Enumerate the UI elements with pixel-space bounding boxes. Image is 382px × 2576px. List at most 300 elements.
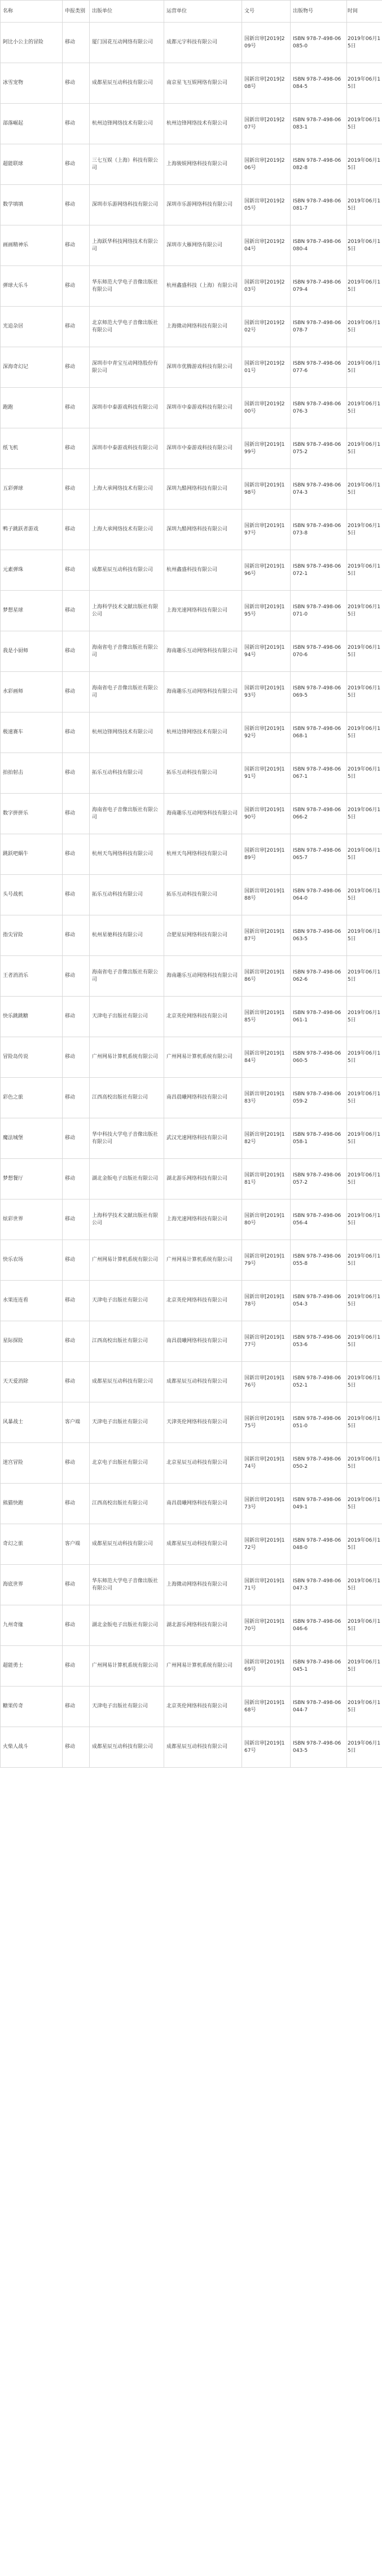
cell-document-no: 国新出审[2019]193号 [242,672,291,712]
cell-operator: 北京英伦网络科技有限公司 [164,1281,242,1321]
cell-publication-no: ISBN 978-7-498-06076-3 [291,388,347,428]
cell-publication-no: ISBN 978-7-498-06073-8 [291,510,347,550]
cell-publication-no: ISBN 978-7-498-06046-6 [291,1605,347,1646]
cell-date: 2019年06月15日 [347,185,382,225]
cell-game-name: 超能勇士 [1,1646,63,1687]
cell-document-no: 国新出审[2019]187号 [242,915,291,956]
cell-category: 移动 [63,753,90,794]
table-row [1,712,382,753]
cell-operator: 天津英伦网络科技有限公司 [164,1402,242,1443]
cell-date: 2019年06月15日 [347,1605,382,1646]
header-operator: 运营单位 [164,1,242,23]
cell-publisher: 深圳市中泰游戏科技有限公司 [90,388,164,428]
cell-date: 2019年06月15日 [347,1524,382,1565]
cell-date: 2019年06月15日 [347,469,382,510]
cell-operator: 广州网易计算机系统有限公司 [164,1646,242,1687]
cell-category: 移动 [63,915,90,956]
table-row [1,307,382,347]
cell-publisher: 天津电子出版社有限公司 [90,1402,164,1443]
cell-operator: 海南趣乐互动网络科技有限公司 [164,672,242,712]
cell-date: 2019年06月15日 [347,1281,382,1321]
table-row [1,1362,382,1402]
cell-category: 移动 [63,469,90,510]
cell-game-name: 奇幻之旅 [1,1524,63,1565]
cell-operator: 成都星辰互动科技有限公司 [164,1524,242,1565]
cell-game-name: 画画精神乐 [1,225,63,266]
cell-operator: 上海微动网络科技有限公司 [164,1565,242,1605]
cell-publisher: 成都星辰互动科技有限公司 [90,1362,164,1402]
table-row [1,1443,382,1484]
cell-game-name: 星际探险 [1,1321,63,1362]
cell-game-name: 糖果传奇 [1,1687,63,1727]
cell-publication-no: ISBN 978-7-498-06053-6 [291,1321,347,1362]
cell-date: 2019年06月15日 [347,672,382,712]
table-header-row [1,1,382,23]
cell-date: 2019年06月15日 [347,834,382,875]
cell-publisher: 上海大承网络技术有限公司 [90,469,164,510]
table-row [1,591,382,631]
cell-document-no: 国新出审[2019]167号 [242,1727,291,1768]
cell-publication-no: ISBN 978-7-498-06084-5 [291,63,347,104]
header-document-no: 文号 [242,1,291,23]
cell-operator: 深圳市大雁网络有限公司 [164,225,242,266]
cell-game-name: 跳跃吧蜗牛 [1,834,63,875]
table-row [1,1078,382,1118]
table-row [1,1565,382,1605]
cell-document-no: 国新出审[2019]173号 [242,1484,291,1524]
cell-document-no: 国新出审[2019]191号 [242,753,291,794]
cell-game-name: 炫彩世界 [1,1200,63,1240]
cell-publication-no: ISBN 978-7-498-06050-2 [291,1443,347,1484]
cell-game-name: 头号战机 [1,875,63,915]
cell-operator: 拓乐互动科技有限公司 [164,875,242,915]
cell-document-no: 国新出审[2019]183号 [242,1078,291,1118]
cell-publisher: 三七互娱（上海）科技有限公司 [90,144,164,185]
cell-document-no: 国新出审[2019]186号 [242,956,291,997]
table-row [1,428,382,469]
cell-document-no: 国新出审[2019]209号 [242,23,291,63]
table-row [1,469,382,510]
table-row [1,875,382,915]
cell-publication-no: ISBN 978-7-498-06079-4 [291,266,347,307]
cell-document-no: 国新出审[2019]175号 [242,1402,291,1443]
cell-operator: 湖北游乐网络科技有限公司 [164,1159,242,1200]
cell-publisher: 海南省电子音像出版社有限公司 [90,956,164,997]
cell-date: 2019年06月15日 [347,388,382,428]
cell-date: 2019年06月15日 [347,1078,382,1118]
cell-document-no: 国新出审[2019]188号 [242,875,291,915]
table-row [1,794,382,834]
cell-publisher: 湖北金版电子出版社有限公司 [90,1605,164,1646]
cell-category: 移动 [63,672,90,712]
cell-date: 2019年06月15日 [347,1159,382,1200]
cell-date: 2019年06月15日 [347,712,382,753]
table-row [1,1524,382,1565]
cell-category: 移动 [63,428,90,469]
cell-publisher: 厦门国花互动网络有限公司 [90,23,164,63]
cell-operator: 广州网易计算机系统有限公司 [164,1037,242,1078]
cell-publication-no: ISBN 978-7-498-06054-3 [291,1281,347,1321]
cell-document-no: 国新出审[2019]208号 [242,63,291,104]
table-row [1,997,382,1037]
cell-game-name: 我是小厨师 [1,631,63,672]
cell-publication-no: ISBN 978-7-498-06047-3 [291,1565,347,1605]
cell-operator: 北京英伦网络科技有限公司 [164,1687,242,1727]
cell-document-no: 国新出审[2019]177号 [242,1321,291,1362]
cell-document-no: 国新出审[2019]195号 [242,591,291,631]
cell-category: 移动 [63,1118,90,1159]
cell-publisher: 上海大承网络技术有限公司 [90,510,164,550]
table-row [1,23,382,63]
cell-document-no: 国新出审[2019]201号 [242,347,291,388]
cell-game-name: 梦想星球 [1,591,63,631]
cell-publisher: 上海科学技术文献出版社有限公司 [90,1200,164,1240]
cell-document-no: 国新出审[2019]205号 [242,185,291,225]
cell-category: 移动 [63,1727,90,1768]
cell-operator: 海南趣乐互动网络科技有限公司 [164,794,242,834]
cell-category: 客户端 [63,1524,90,1565]
cell-category: 移动 [63,1200,90,1240]
cell-publisher: 成都星辰互动科技有限公司 [90,1727,164,1768]
cell-date: 2019年06月15日 [347,591,382,631]
cell-date: 2019年06月15日 [347,1321,382,1362]
cell-publisher: 江西高校出版社有限公司 [90,1484,164,1524]
cell-operator: 北京英伦网络科技有限公司 [164,997,242,1037]
table-row [1,347,382,388]
cell-category: 移动 [63,1443,90,1484]
cell-game-name: 数字拼拼乐 [1,794,63,834]
cell-publisher: 天津电子出版社有限公司 [90,1687,164,1727]
table-row [1,1687,382,1727]
cell-game-name: 阿比小公主的冒险 [1,23,63,63]
cell-publication-no: ISBN 978-7-498-06071-0 [291,591,347,631]
cell-publication-no: ISBN 978-7-498-06052-1 [291,1362,347,1402]
cell-date: 2019年06月15日 [347,1037,382,1078]
cell-category: 移动 [63,1646,90,1687]
cell-game-name: 超能联球 [1,144,63,185]
cell-operator: 南京星飞互娱网络有限公司 [164,63,242,104]
cell-date: 2019年06月15日 [347,428,382,469]
cell-category: 移动 [63,1037,90,1078]
cell-document-no: 国新出审[2019]196号 [242,550,291,591]
table-row [1,1605,382,1646]
cell-category: 移动 [63,956,90,997]
cell-date: 2019年06月15日 [347,307,382,347]
cell-document-no: 国新出审[2019]194号 [242,631,291,672]
table-row [1,266,382,307]
cell-operator: 杭州边锋网络技术有限公司 [164,104,242,144]
cell-game-name: 弹球大乐斗 [1,266,63,307]
cell-document-no: 国新出审[2019]207号 [242,104,291,144]
cell-publication-no: ISBN 978-7-498-06085-0 [291,23,347,63]
cell-date: 2019年06月15日 [347,1402,382,1443]
cell-publisher: 深圳市乐游网络科技有限公司 [90,185,164,225]
cell-game-name: 迷宫冒险 [1,1443,63,1484]
cell-date: 2019年06月15日 [347,1240,382,1281]
cell-date: 2019年06月15日 [347,1118,382,1159]
cell-publication-no: ISBN 978-7-498-06045-1 [291,1646,347,1687]
cell-document-no: 国新出审[2019]200号 [242,388,291,428]
cell-publication-no: ISBN 978-7-498-06067-1 [291,753,347,794]
cell-publication-no: ISBN 978-7-498-06055-8 [291,1240,347,1281]
cell-operator: 上海光速网络科技有限公司 [164,591,242,631]
cell-date: 2019年06月15日 [347,144,382,185]
cell-game-name: 九州奇缘 [1,1605,63,1646]
cell-date: 2019年06月15日 [347,1727,382,1768]
cell-operator: 湖北游乐网络科技有限公司 [164,1605,242,1646]
cell-publisher: 广州网易计算机系统有限公司 [90,1646,164,1687]
cell-game-name: 跑跑 [1,388,63,428]
cell-category: 移动 [63,185,90,225]
cell-publisher: 北京师范大学电子音像出版社有限公司 [90,307,164,347]
cell-operator: 上海光速网络科技有限公司 [164,1200,242,1240]
cell-publication-no: ISBN 978-7-498-06083-1 [291,104,347,144]
cell-document-no: 国新出审[2019]181号 [242,1159,291,1200]
table-row [1,388,382,428]
header-publication-no: 出版物号 [291,1,347,23]
cell-game-name: 风暴战士 [1,1402,63,1443]
cell-publisher: 北京电子出版社有限公司 [90,1443,164,1484]
cell-publisher: 天津电子出版社有限公司 [90,997,164,1037]
cell-game-name: 王者消消乐 [1,956,63,997]
cell-publication-no: ISBN 978-7-498-06069-5 [291,672,347,712]
cell-document-no: 国新出审[2019]204号 [242,225,291,266]
cell-publication-no: ISBN 978-7-498-06059-2 [291,1078,347,1118]
cell-publisher: 海南省电子音像出版社有限公司 [90,672,164,712]
cell-publisher: 杭州边锋网络技术有限公司 [90,104,164,144]
cell-date: 2019年06月15日 [347,1484,382,1524]
cell-publisher: 杭州星驰科技有限公司 [90,915,164,956]
cell-publication-no: ISBN 978-7-498-06077-6 [291,347,347,388]
cell-category: 移动 [63,104,90,144]
cell-document-no: 国新出审[2019]197号 [242,510,291,550]
cell-date: 2019年06月15日 [347,266,382,307]
table-row [1,1037,382,1078]
cell-document-no: 国新出审[2019]179号 [242,1240,291,1281]
cell-category: 移动 [63,225,90,266]
cell-publication-no: ISBN 978-7-498-06082-8 [291,144,347,185]
cell-document-no: 国新出审[2019]180号 [242,1200,291,1240]
cell-operator: 深圳市优腾游戏科技有限公司 [164,347,242,388]
cell-document-no: 国新出审[2019]206号 [242,144,291,185]
cell-game-name: 梦想餐厅 [1,1159,63,1200]
cell-document-no: 国新出审[2019]172号 [242,1524,291,1565]
cell-publication-no: ISBN 978-7-498-06062-6 [291,956,347,997]
cell-document-no: 国新出审[2019]168号 [242,1687,291,1727]
cell-publisher: 拓乐互动科技有限公司 [90,753,164,794]
cell-publication-no: ISBN 978-7-498-06078-7 [291,307,347,347]
cell-operator: 上海微动网络科技有限公司 [164,307,242,347]
cell-document-no: 国新出审[2019]171号 [242,1565,291,1605]
cell-date: 2019年06月15日 [347,63,382,104]
table-row [1,1646,382,1687]
cell-operator: 杭州边锋网络技术有限公司 [164,712,242,753]
cell-publication-no: ISBN 978-7-498-06051-0 [291,1402,347,1443]
cell-date: 2019年06月15日 [347,550,382,591]
cell-category: 移动 [63,1240,90,1281]
cell-operator: 上海骏娱网络科技有限公司 [164,144,242,185]
cell-category: 移动 [63,631,90,672]
table-row [1,1240,382,1281]
cell-category: 移动 [63,1484,90,1524]
table-row [1,185,382,225]
cell-date: 2019年06月15日 [347,23,382,63]
cell-category: 移动 [63,63,90,104]
cell-publisher: 成都星辰互动科技有限公司 [90,550,164,591]
cell-date: 2019年06月15日 [347,225,382,266]
cell-document-no: 国新出审[2019]176号 [242,1362,291,1402]
cell-game-name: 光追杂居 [1,307,63,347]
cell-operator: 海南趣乐互动网络科技有限公司 [164,631,242,672]
cell-game-name: 数学填填 [1,185,63,225]
cell-publisher: 湖北金版电子出版社有限公司 [90,1159,164,1200]
cell-operator: 合肥星辰网络科技有限公司 [164,915,242,956]
cell-publication-no: ISBN 978-7-498-06048-0 [291,1524,347,1565]
cell-date: 2019年06月15日 [347,1362,382,1402]
cell-operator: 南昌晨曦网络科技有限公司 [164,1078,242,1118]
table-row [1,1281,382,1321]
cell-publication-no: ISBN 978-7-498-06049-1 [291,1484,347,1524]
cell-game-name: 深海奇幻记 [1,347,63,388]
cell-category: 移动 [63,510,90,550]
cell-document-no: 国新出审[2019]170号 [242,1605,291,1646]
table-row [1,225,382,266]
table-row [1,510,382,550]
cell-category: 移动 [63,875,90,915]
cell-operator: 深圳九酷网络科技有限公司 [164,469,242,510]
cell-operator: 海南趣乐互动网络科技有限公司 [164,956,242,997]
cell-category: 移动 [63,591,90,631]
cell-game-name: 元素弹珠 [1,550,63,591]
cell-category: 移动 [63,1078,90,1118]
cell-game-name: 水果连连看 [1,1281,63,1321]
cell-date: 2019年06月15日 [347,1646,382,1687]
cell-game-name: 部落崛起 [1,104,63,144]
cell-operator: 南昌晨曦网络科技有限公司 [164,1484,242,1524]
cell-operator: 广州网易计算机系统有限公司 [164,1240,242,1281]
cell-game-name: 魔法城堡 [1,1118,63,1159]
cell-publication-no: ISBN 978-7-498-06074-3 [291,469,347,510]
cell-publication-no: ISBN 978-7-498-06075-2 [291,428,347,469]
cell-category: 移动 [63,997,90,1037]
header-name: 名称 [1,1,63,23]
cell-category: 移动 [63,794,90,834]
cell-publication-no: ISBN 978-7-498-06066-2 [291,794,347,834]
cell-date: 2019年06月15日 [347,1443,382,1484]
cell-category: 移动 [63,712,90,753]
cell-date: 2019年06月15日 [347,631,382,672]
cell-game-name: 彩色之旅 [1,1078,63,1118]
cell-category: 移动 [63,1321,90,1362]
cell-publisher: 深圳市中青宝互动网络股份有限公司 [90,347,164,388]
cell-date: 2019年06月15日 [347,510,382,550]
cell-publication-no: ISBN 978-7-498-06058-1 [291,1118,347,1159]
cell-category: 移动 [63,550,90,591]
cell-date: 2019年06月15日 [347,1687,382,1727]
cell-game-name: 冒险岛传说 [1,1037,63,1078]
cell-date: 2019年06月15日 [347,753,382,794]
table-row [1,144,382,185]
cell-game-name: 快乐跳跳糖 [1,997,63,1037]
cell-game-name: 极速赛车 [1,712,63,753]
cell-game-name: 拍拍射击 [1,753,63,794]
cell-document-no: 国新出审[2019]199号 [242,428,291,469]
cell-category: 移动 [63,1687,90,1727]
cell-game-name: 快乐农场 [1,1240,63,1281]
cell-operator: 成都星辰互动科技有限公司 [164,1362,242,1402]
cell-date: 2019年06月15日 [347,1200,382,1240]
cell-category: 移动 [63,1362,90,1402]
cell-publisher: 杭州天鸟网络科技有限公司 [90,834,164,875]
table-row [1,1118,382,1159]
cell-document-no: 国新出审[2019]198号 [242,469,291,510]
cell-publication-no: ISBN 978-7-498-06044-7 [291,1687,347,1727]
cell-game-name: 海底世界 [1,1565,63,1605]
cell-category: 移动 [63,266,90,307]
cell-publisher: 广州网易计算机系统有限公司 [90,1240,164,1281]
table-row [1,834,382,875]
cell-category: 移动 [63,1281,90,1321]
cell-game-name: 熊猫快跑 [1,1484,63,1524]
cell-publisher: 华中科技大学电子音像出版社有限公司 [90,1118,164,1159]
cell-date: 2019年06月15日 [347,347,382,388]
cell-publisher: 广州网易计算机系统有限公司 [90,1037,164,1078]
cell-publisher: 海南省电子音像出版社有限公司 [90,631,164,672]
table-row [1,1484,382,1524]
cell-publication-no: ISBN 978-7-498-06081-7 [291,185,347,225]
cell-category: 移动 [63,144,90,185]
cell-game-name: 鸭子跳跃者游戏 [1,510,63,550]
header-category: 申报类别 [63,1,90,23]
table-row [1,1727,382,1768]
cell-publication-no: ISBN 978-7-498-06064-0 [291,875,347,915]
cell-date: 2019年06月15日 [347,915,382,956]
table-row [1,104,382,144]
cell-publication-no: ISBN 978-7-498-06056-4 [291,1200,347,1240]
cell-document-no: 国新出审[2019]185号 [242,997,291,1037]
table-row [1,1321,382,1362]
cell-publication-no: ISBN 978-7-498-06070-6 [291,631,347,672]
cell-category: 客户端 [63,1402,90,1443]
cell-date: 2019年06月15日 [347,997,382,1037]
cell-publication-no: ISBN 978-7-498-06068-1 [291,712,347,753]
cell-category: 移动 [63,347,90,388]
cell-publisher: 拓乐互动科技有限公司 [90,875,164,915]
table-row [1,631,382,672]
cell-category: 移动 [63,23,90,63]
cell-publication-no: ISBN 978-7-498-06061-1 [291,997,347,1037]
cell-operator: 北京星辰互动科技有限公司 [164,1443,242,1484]
cell-publication-no: ISBN 978-7-498-06065-7 [291,834,347,875]
cell-date: 2019年06月15日 [347,1565,382,1605]
cell-date: 2019年06月15日 [347,956,382,997]
cell-publisher: 上海跃华科技网络技术有限公司 [90,225,164,266]
cell-document-no: 国新出审[2019]190号 [242,794,291,834]
cell-operator: 杭州鑫盛科技有限公司 [164,550,242,591]
cell-operator: 杭州天鸟网络科技有限公司 [164,834,242,875]
cell-game-name: 指尖冒险 [1,915,63,956]
cell-operator: 深圳市乐游网络科技有限公司 [164,185,242,225]
cell-game-name: 天天爱消除 [1,1362,63,1402]
header-publisher: 出版单位 [90,1,164,23]
cell-game-name: 火柴人战斗 [1,1727,63,1768]
cell-operator: 深圳九酷网络科技有限公司 [164,510,242,550]
cell-game-name: 冰雪宠物 [1,63,63,104]
cell-publisher: 成都星辰互动科技有限公司 [90,1524,164,1565]
cell-publisher: 华东师范大学电子音像出版社有限公司 [90,266,164,307]
cell-publisher: 江西高校出版社有限公司 [90,1321,164,1362]
table-row [1,1159,382,1200]
